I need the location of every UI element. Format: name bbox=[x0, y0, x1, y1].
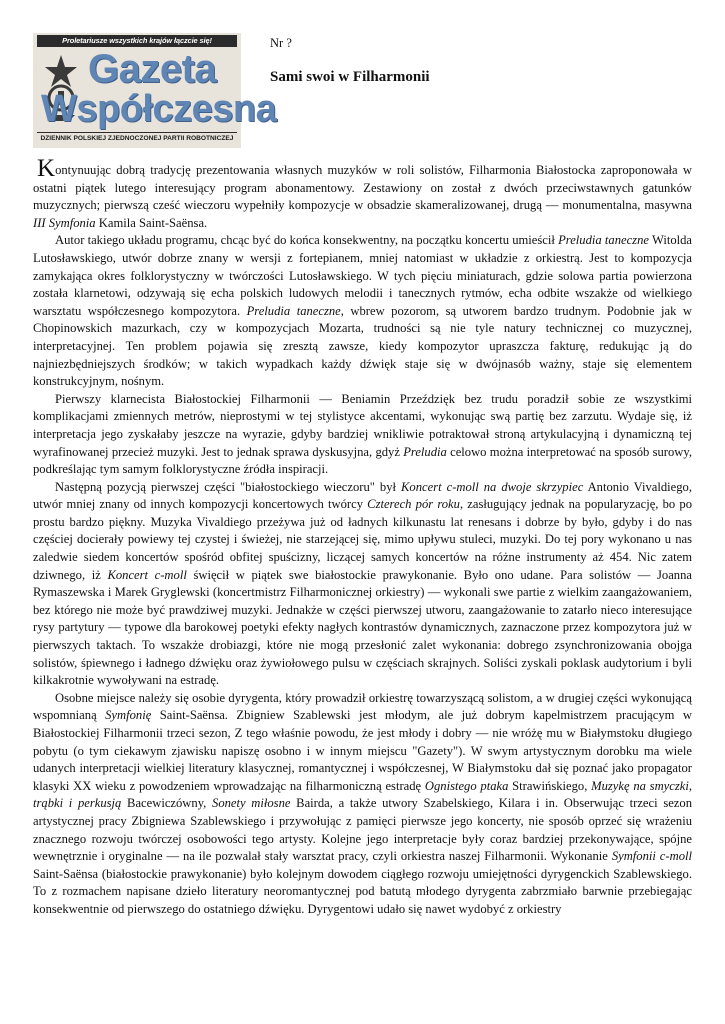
paragraph-4 bbox=[33, 479, 692, 690]
text-run: Antonio Vivaldiego, utwór mniej znany od innych kompozycji koncertowych twórcy bbox=[33, 479, 692, 512]
masthead-word-wspolczesna: Współczesna bbox=[41, 88, 277, 130]
italic-title: Ognistego ptaka bbox=[424, 778, 509, 793]
italic-title: Symfonię bbox=[105, 708, 152, 723]
text-run: , wbrew pozorom, są utworem bardzo trudnym. Podobnie jak w Chopinowskich mazurkach, czy w kompozycjach Mozarta, trudności są nie tyle natury technicznej co muzycznej, interpretacyjnej. Ten problem pojawia się zresztą zawsze, kiedy kompozytor upraszcza fakturę, redukując ją do najniezbędniejszych środków; w takich wypadkach każdy dźwięk staje się w dwójnasób ważny, staje się elementem konstrukcyjnym, nośnym. bbox=[33, 303, 692, 389]
italic-title: Preludia bbox=[403, 444, 447, 459]
italic-title: Sonety miłosne bbox=[212, 796, 291, 811]
italic-title: Koncert c-moll na dwoje skrzypiec bbox=[401, 479, 584, 494]
text-run: Następną pozycją pierwszej części "białostockiego wieczoru" był bbox=[55, 479, 401, 494]
article-title: Sami swoi w Filharmonii bbox=[270, 69, 430, 85]
italic-title: Preludia taneczne bbox=[558, 233, 649, 248]
paragraph-2 bbox=[33, 232, 692, 390]
masthead-word-gazeta: Gazeta bbox=[88, 47, 217, 91]
text-run: święcił w piątek swe białostockie prawykonanie. Było ono udane. Para solistów — Joanna Rymaszewska i Marek Gryglewski (koncertmistrz Filharmonicznej orkiestry) — wykonali swe partie z wielkim zaangażowaniem, bez którego nie może być prawdziwej muzyki. Jednakże w części pierwszej utworu, zaangażowanie to zatarło nieco interesujące rysy partytury — typowe dla barokowej poetyki efekty nagłych kontrastów dynamicznych, zaznaczone przez kompozytora już w pierwszych taktach. To wszakże drobiazgi, które nie mogą przesłonić zalet wykonania: dobrego zsynchronizowania obojga solistów, śpiewnego i ładnego dźwięku oraz żywiołowego pulsu w częściach skrajnych. Soliści zyskali poklask audytorium i byli kilkakrotnie wywoływani na estradę. bbox=[33, 567, 692, 688]
italic-title: III Symfonia bbox=[33, 215, 96, 230]
text-run: celowo można interpretować na sposób surowy, podkreślając tym samym folklorystyczne źródła inspiracji. bbox=[33, 444, 693, 477]
text-run: ontynuując dobrą tradycję prezentowania własnych muzyków w roli solistów, Filharmonia Białostocka zaproponowała w ostatni piątek lutego interesujący program abonamentowy. Zestawiony on został z dwóch przeciwstawnych gatunków muzycznych; pierwszą cześć wieczoru wypełniły kompozycje w obsadzie skameralizowanej, drugą — monumentalna, masywna bbox=[33, 163, 692, 213]
text-run: Saint-Saënsa (białostockie prawykonanie) było kolejnym dowodem ciągłego rozwoju umiejętności dyrygenckich Szablewskiego. To z rozmachem napisane dzieło literatury neoromantycznej pod batutą młodego dyrygenta zabrzmiało barwnie przebiegając konsekwentnie od pierwszego do ostatniego dźwięku. Dyrygentowi udało się nawet wydobyć z orkiestry bbox=[33, 866, 692, 916]
italic-title: Czterech pór roku bbox=[367, 497, 460, 512]
paragraph-1 bbox=[33, 155, 692, 232]
text-run: Bacewiczówny, bbox=[121, 796, 213, 811]
text-run: Witolda Lutosławskiego, utwór dobrze znany w wersji z fortepianem, mniej natomiast w układzie z orkiestrą. Jest to kompozycja zamykająca okres folklorystyczny w twórczości Lutosławskiego. W tych pięciu miniaturach, gdzie solowa partia powierzona została klarnetowi, odzywają się echa polskich ludowych melodii i tanecznych rytmów, echa odbite wszakże od wielkiego warsztatu współczesnego kompozytora. bbox=[33, 233, 693, 318]
text-run: Autor takiego układu programu, chcąc być do końca konsekwentny, na początku koncertu umieścił bbox=[55, 233, 559, 248]
paragraph-5 bbox=[33, 690, 692, 919]
masthead-subtitle: DZIENNIK POLSKIEJ ZJEDNOCZONEJ PARTII ROBOTNICZEJ bbox=[37, 132, 237, 145]
text-run: Saint-Saënsa. Zbigniew Szablewski jest młodym, ale już dobrym kapelmistrzem pracującym w Białostockiej Filharmonii trzeci sezon, Z tego właśnie powodu, że jest młody i dobry — nie wróżę mu w Białymstoku długiego pobytu (o tym ciekawym zjawisku napiszę osobno i w innym miejscu "Gazety"). W swym artystycznym dorobku ma wiele udanych interpretacji wielkiej literatury klasycznej, romantycznej i współczesnej, W Białymstoku dał się poznać jako propagator klasyki XX wieku z powodzeniem wprowadzając na filharmoniczną estradę bbox=[33, 708, 692, 793]
drop-cap: K bbox=[37, 155, 56, 182]
paragraph-3 bbox=[33, 391, 692, 479]
text-run: Bairda, a także utwory Szabelskiego, Kilara i in. Obserwując trzeci sezon artystycznej pracy Zbigniewa Szablewskiego i przywołując z pamięci pierwsze jego koncerty, nie sposób oprzeć się wrażeniu znacznego rozwoju twórczej osobowości tego artysty. Kolejne jego interpretacje były coraz bardziej przekonywające, spójne wewnętrznie i oryginalne — na ile pozwalał stały warsztat pracy, czyli orkiestra naszej Filharmonii. Wykonanie bbox=[33, 796, 692, 864]
masthead-slogan: Proletariusze wszystkich krajów łączcie się! bbox=[37, 35, 237, 47]
italic-title: Koncert c-moll bbox=[107, 567, 187, 582]
issue-number: Nr ? bbox=[270, 36, 292, 50]
italic-title: Preludia taneczne bbox=[246, 303, 341, 318]
text-run: , zasługujący jednak na popularyzację, bo po prostu bardzo piękny. Muzyka Vivaldiego przeżywa już od ładnych kilkunastu lat renesans i dobrze by było, gdyby i do nas częściej docierały powiewy tej czystej i świeżej, nie starzejącej się, mimo upływu stuleci, muzyki. Do tej pory wykonano u nas zaledwie siedem koncertów spośród obfitej spuścizny, liczącej samych koncertów na różne instrumenty aż 454. Nic zatem dziwnego, iż bbox=[33, 497, 692, 582]
article-body bbox=[33, 155, 693, 919]
text-run: Kamila Saint-Saënsa. bbox=[95, 215, 208, 230]
masthead-logo bbox=[33, 33, 277, 148]
italic-title: Symfonii c-moll bbox=[611, 849, 692, 864]
italic-title: Muzykę na smyczki, trąbki i perkusją bbox=[33, 778, 692, 811]
text-run: Pierwszy klarnecista Białostockiej Filharmonii — Beniamin Przeździęk bez trudu poradził sobie ze wszystkimi komplikacjami zmiennych metrów, nieprostymi w tej stylistyce akcentami, wykonując swą partię bez zarzutu. Wydaje się, iż interpretacja jego zyskałaby jeszcze na wyrazie, gdyby bardziej wnikliwie potraktował stroną artykulacyjną i dynamiczną tej wyrafinowanej przecież muzyki. Jest to jednak sprawa dyskusyjna, gdyż bbox=[33, 391, 692, 459]
text-run: Strawińskiego, bbox=[508, 778, 592, 793]
text-run: Osobne miejsce należy się osobie dyrygenta, który prowadził orkiestrę towarzyszącą solistom, a w drugiej części wykonującą wspomnianą bbox=[33, 690, 692, 723]
